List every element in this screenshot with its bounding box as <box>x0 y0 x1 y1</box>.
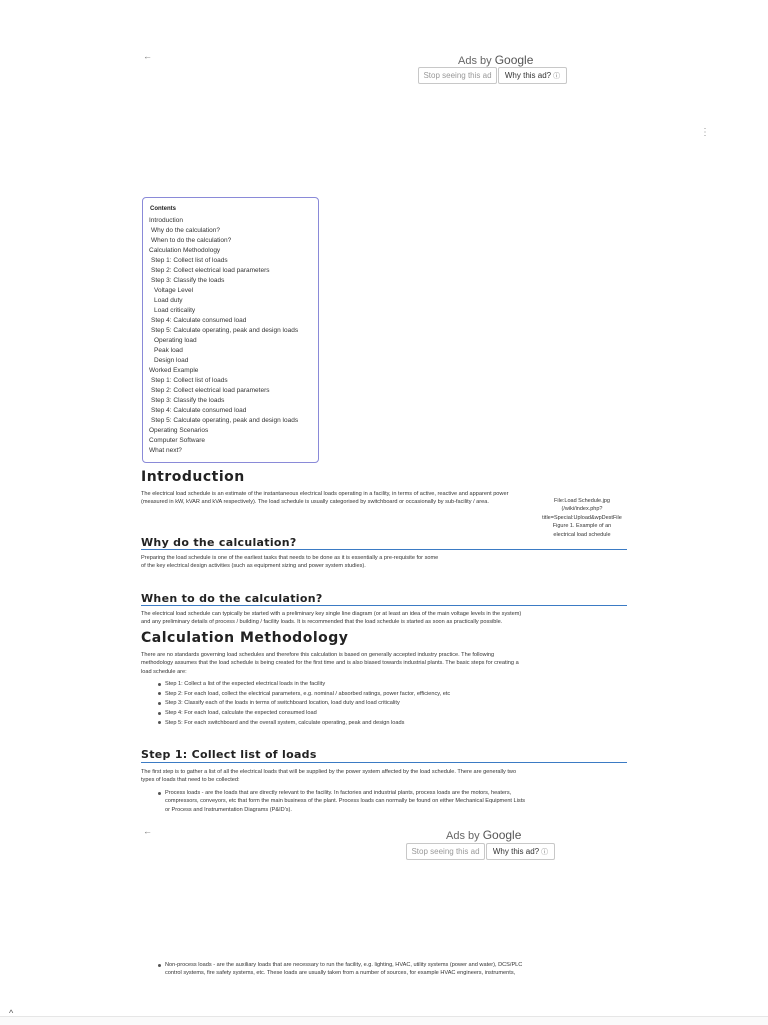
toc-item[interactable]: Worked Example <box>149 367 199 374</box>
toc-item[interactable]: Introduction <box>149 217 183 224</box>
toc-item[interactable]: Step 3: Classify the loads <box>151 397 225 404</box>
google-logo: Google <box>482 828 522 842</box>
why-this-ad-label: Why this ad? <box>504 71 552 80</box>
toc-item[interactable]: Peak load <box>154 347 183 354</box>
ads-by-google <box>458 53 533 67</box>
toc-item[interactable]: Voltage Level <box>154 287 194 294</box>
why-this-ad-button[interactable] <box>498 67 567 84</box>
list-item: Step 3: Classify each of the loads in terms of switchboard location, load duty and load criticality <box>165 699 450 709</box>
stop-seeing-ad-label: Stop seeing this ad <box>411 847 480 856</box>
stop-seeing-ad-label: Stop seeing this ad <box>423 71 492 80</box>
stop-seeing-ad-button[interactable] <box>418 67 497 84</box>
toc-title: Contents <box>150 206 176 212</box>
stop-seeing-ad-button[interactable] <box>406 843 485 860</box>
list-item: Step 4: For each load, calculate the expected consumed load <box>165 709 450 719</box>
toc-item[interactable]: Why do the calculation? <box>151 227 221 234</box>
ads-by-label: Ads by <box>458 55 492 67</box>
figure-caption-line-2: electrical load schedule <box>553 531 611 538</box>
ads-by-google <box>446 828 521 842</box>
section-divider <box>141 762 627 763</box>
ad-back-arrow-icon[interactable]: ← <box>143 826 152 836</box>
toc-item[interactable]: Calculation Methodology <box>149 247 221 254</box>
toc-item[interactable]: Step 5: Calculate operating, peak and design loads <box>151 417 299 424</box>
table-of-contents <box>142 197 319 463</box>
toc-item[interactable]: Step 4: Calculate consumed load <box>151 317 247 324</box>
section-divider <box>141 605 627 606</box>
more-options-icon[interactable]: ⋮ <box>700 127 710 138</box>
figure-file-link[interactable]: File:Load Schedule.jpg <box>554 498 610 504</box>
process-loads-bullet: Process loads - are the loads that are directly relevant to the facility. In factories and industrial plants, process loads are the motors, heaters, compressors, conveyors, etc that form the main business of the plant. Process loads can normally be found on either Mechanical Equipment Lists or Process and Instrumentation Diagrams (P&ID's). <box>165 789 625 814</box>
figure-caption <box>530 497 634 539</box>
figure-link-title[interactable]: title=Special:Upload&wpDestFile <box>542 514 622 521</box>
toc-item[interactable]: Load duty <box>154 297 183 304</box>
toc-item[interactable]: Step 1: Collect list of loads <box>151 377 228 384</box>
scroll-top-icon[interactable]: ^ <box>9 1008 14 1018</box>
toc-item[interactable]: Step 2: Collect electrical load parameters <box>151 267 270 274</box>
toc-item[interactable]: Computer Software <box>149 437 205 444</box>
when-text: The electrical load schedule can typically be started with a preliminary key single line diagram (or at least an idea of the main voltage levels in the system) and any preliminary details of process / building / facility loads. It is recommended that the load schedule is started as soon as practically possible. <box>141 611 522 626</box>
toc-item[interactable]: Step 2: Collect electrical load parameters <box>151 387 270 394</box>
info-icon: ⓘ <box>541 849 549 856</box>
heading-calculation-methodology: Calculation Methodology <box>141 630 349 646</box>
ad-back-arrow-icon[interactable]: ← <box>143 51 152 61</box>
google-logo: Google <box>494 53 534 67</box>
section-divider <box>141 549 627 550</box>
toc-item[interactable]: Step 1: Collect list of loads <box>151 257 228 264</box>
list-item: Step 1: Collect a list of the expected electrical loads in the facility <box>165 680 450 690</box>
info-icon: ⓘ <box>553 73 561 80</box>
toc-item[interactable]: Operating Scenarios <box>149 427 209 434</box>
figure-link-path[interactable]: (/wiki/index.php? <box>561 506 603 513</box>
heading-when: When to do the calculation? <box>141 592 323 605</box>
toc-item[interactable]: What next? <box>149 447 182 454</box>
toc-item[interactable]: Load criticality <box>154 307 196 314</box>
heading-introduction: Introduction <box>141 469 245 485</box>
step1-text: The first step is to gather a list of all the electrical loads that will be supplied by the power system affected by the load schedule. There are generally two types of loads that need to be collected: <box>141 769 517 784</box>
methodology-text: There are no standards governing load schedules and therefore this calculation is based on generally accepted industry practice. The following methodology assumes that the load schedule is being created for the first time and is also biased towards industrial plants. The basic steps for creating a load schedule are: <box>141 652 519 675</box>
list-item: Step 5: For each switchboard and the overall system, calculate operating, peak and design loads <box>165 719 450 729</box>
toc-list <box>149 216 298 456</box>
heading-why: Why do the calculation? <box>141 536 297 549</box>
why-text: Preparing the load schedule is one of the earliest tasks that needs to be done as it is essentially a pre-requisite for some of the key electrical design activities (such as equipment sizing and power system studies). <box>141 555 439 570</box>
nonprocess-loads-bullet: Non-process loads - are the auxiliary loads that are necessary to run the facility, e.g. lighting, HVAC, utility systems (power and water), DCS/PLC control systems, fire safety systems, etc. These loads are usually taken from a number of sources, for example HVAC engineers, instruments, <box>165 961 625 978</box>
methodology-steps <box>165 680 450 729</box>
toc-item[interactable]: Step 3: Classify the loads <box>151 277 225 284</box>
list-item: Step 2: For each load, collect the electrical parameters, e.g. nominal / absorbed ratings, power factor, efficiency, etc <box>165 690 450 700</box>
why-this-ad-label: Why this ad? <box>492 847 540 856</box>
toc-item[interactable]: Step 4: Calculate consumed load <box>151 407 247 414</box>
why-this-ad-button[interactable] <box>486 843 555 860</box>
introduction-text: The electrical load schedule is an estimate of the instantaneous electrical loads operating in a facility, in terms of active, reactive and apparent power (measured in kW, kVAR and kVA respectively). The load schedule is usually categorised by switchboard or occasionally by sub-facility / area. <box>141 491 509 506</box>
heading-step-1: Step 1: Collect list of loads <box>141 748 317 761</box>
toc-item[interactable]: Operating load <box>154 337 197 344</box>
ads-by-label: Ads by <box>446 830 480 842</box>
figure-caption-line-1: Figure 1. Example of an <box>552 523 612 530</box>
toc-item[interactable]: Design load <box>154 357 189 364</box>
toc-item[interactable]: When to do the calculation? <box>151 237 232 244</box>
toc-item[interactable]: Step 5: Calculate operating, peak and design loads <box>151 327 299 334</box>
